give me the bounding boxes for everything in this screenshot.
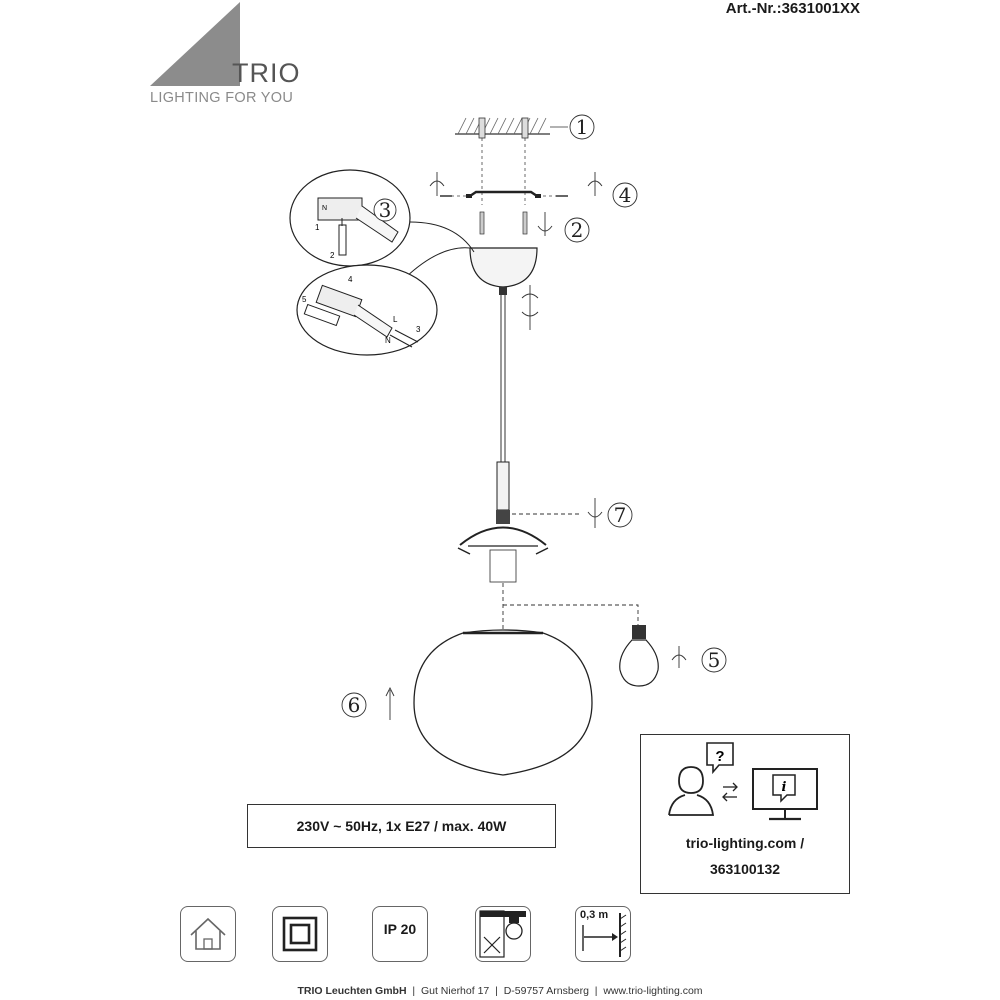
glass-shade [414, 630, 592, 775]
exchange-arrows-icon [723, 783, 737, 801]
no-insulation-cover-icon [476, 907, 530, 961]
info-code: 363100132 [709, 861, 781, 877]
footer-separator-1: | [412, 985, 416, 997]
detail-top-label-n: N [322, 205, 328, 212]
step-6-label: 6 [347, 693, 361, 717]
question-mark: ? [715, 748, 725, 765]
detail-bottom-label-3: 3 [416, 325, 421, 334]
detail-bottom-label-l: L [393, 315, 398, 324]
online-info-box [640, 734, 850, 894]
info-url[interactable]: trio-lighting.com / [685, 835, 805, 851]
indoor-use-badge [180, 906, 236, 962]
brand-tagline: LIGHTING FOR YOU [150, 90, 294, 106]
step-3-label: 3 [378, 198, 392, 222]
article-number: Art.-Nr.:3631001XX [725, 0, 860, 17]
detail-top-label-1: 1 [315, 223, 320, 232]
protection-class-badge [272, 906, 328, 962]
ip-rating-text: IP 20 [383, 921, 417, 937]
brand-name: TRIO [232, 58, 301, 88]
wiring-detail-bottom [297, 265, 437, 355]
light-bulb [620, 625, 659, 686]
house-icon [181, 907, 235, 961]
distance-text: 0,3 m [580, 909, 609, 921]
detail-bottom-label-n: N [385, 336, 391, 345]
question-bubble-icon [707, 743, 733, 772]
footer-web[interactable]: www.trio-lighting.com [603, 985, 703, 997]
lamp-holder-ring [458, 510, 548, 582]
person-icon [669, 767, 713, 815]
online-info-illustration [641, 735, 851, 835]
footer-separator-3: | [594, 985, 598, 997]
detail-bottom-label-5: 5 [302, 295, 307, 304]
ceiling-canopy [470, 248, 537, 295]
mounting-bracket [440, 192, 568, 234]
step-7-label: 7 [613, 503, 627, 527]
info-glyph: i [781, 780, 787, 795]
detail-bottom-label-4: 4 [348, 275, 353, 284]
step-1-label: 1 [575, 115, 589, 139]
step-5-label: 5 [707, 648, 721, 672]
detail-top-label-2: 2 [330, 251, 335, 260]
monitor-icon [753, 769, 817, 819]
electrical-spec: 230V ~ 50Hz, 1x E27 / max. 40W [247, 804, 556, 848]
trio-logo-mark [150, 2, 240, 86]
step-4-label: 4 [618, 183, 632, 207]
double-insulation-icon [273, 907, 327, 961]
no-covering-badge [475, 906, 531, 962]
footer-separator-2: | [495, 985, 498, 997]
minimum-distance-badge [575, 906, 631, 962]
distance-arrow-icon [576, 907, 630, 961]
footer [0, 985, 1000, 997]
ceiling [455, 118, 568, 138]
suspension-cable [497, 295, 509, 510]
step-2-label: 2 [570, 218, 584, 242]
footer-address: Gut Nierhof 17 [420, 985, 490, 997]
footer-company: TRIO Leuchten GmbH [297, 985, 407, 997]
footer-city: D-59757 Arnsberg [503, 985, 589, 997]
ip-rating-badge [372, 906, 428, 962]
